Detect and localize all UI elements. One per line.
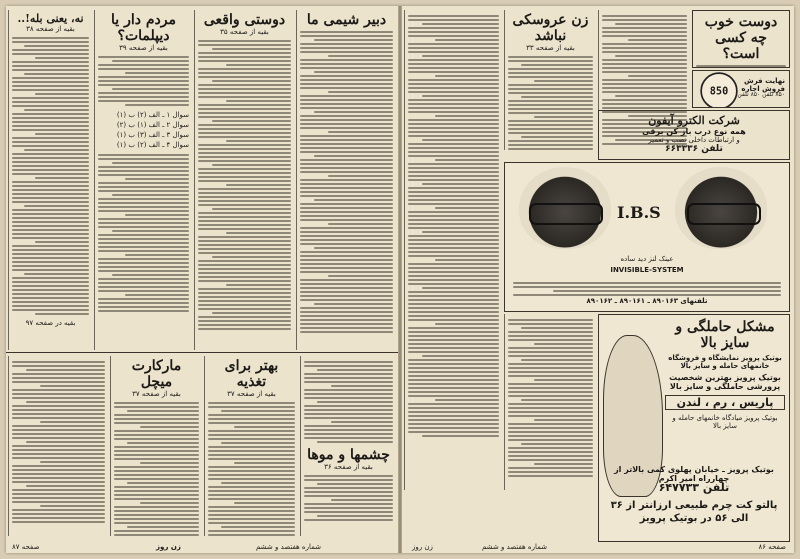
right-page	[402, 6, 794, 553]
ad-electro-iphone	[598, 110, 790, 160]
article-title: زن عروسکی نباشد	[512, 12, 589, 44]
body-text	[508, 56, 593, 150]
body-text	[408, 15, 499, 437]
ibs-system-name: INVISIBLE-SYSTEM	[610, 266, 684, 274]
column-ref: بقیه از صفحه ۳۸	[26, 25, 75, 33]
article-column-1	[404, 10, 502, 490]
article-column-3	[194, 10, 294, 350]
magazine-logo: زن روز	[412, 543, 433, 551]
body-text	[208, 402, 295, 536]
ad-line2: بوتیک پرویز بهترین شخصیت پرورشی حاملگی و سایز بالا	[669, 373, 781, 391]
body-text	[696, 65, 786, 68]
article-ref: بقیه از صفحه ۳۳	[526, 44, 575, 52]
column-title: نه، یعنی بله!..	[17, 12, 84, 25]
ad-pregnancy-boutique	[598, 314, 790, 542]
page-number: صفحه ۸۷	[12, 543, 40, 551]
ibs-logo: I.B.S	[617, 203, 661, 222]
ad-line3: بوتیک پرویز میادگاه خانمهای حامله و سایز بالا	[672, 414, 778, 430]
ibs-phones: تلفنهای ۸۹۰۱۶۳ ـ ۸۹۰۱۶۱ ـ ۸۹۰۱۶۲	[586, 297, 708, 305]
body-text	[12, 361, 105, 523]
ad-850-line2: ۸۵۰ تلفن ۸۵۰ تلفن	[737, 91, 785, 98]
quiz-item: سوال ۱ ـ الف (۲) ب (۱)	[116, 111, 189, 119]
ibs-body-text	[513, 280, 781, 298]
lower-column-3	[204, 356, 298, 536]
box-title: دوست خوب چه کسی است؟	[704, 14, 778, 62]
quiz-item: سوال ۳ ـ الف (۳) ب (۱)	[116, 131, 189, 139]
body-text	[98, 154, 189, 312]
ad-850-badge: 850	[700, 72, 737, 108]
friend-box	[692, 10, 790, 68]
magazine-spread	[6, 6, 794, 553]
body-text	[98, 56, 189, 106]
column-ref: بقیه از صفحه ۳۵	[220, 28, 269, 36]
glasses-icon	[687, 203, 761, 225]
section-title: چشمها و موها	[307, 447, 390, 463]
section-ref: بقیه از صفحه ۳۷	[227, 390, 276, 398]
ad-address: بوتیک پرویز ـ خیابان پهلوی کمی بالاتر از چهارراه امیر اکرم	[614, 465, 774, 483]
lower-column-4	[300, 356, 396, 536]
body-text	[508, 319, 593, 477]
ad-title: مشکل حاملگی و سایز بالا	[675, 319, 775, 351]
section-ref: بقیه از صفحه ۳۷	[132, 390, 181, 398]
body-text	[300, 31, 393, 333]
magazine-logo: زن روز	[156, 543, 181, 551]
column-title: مردم دار یا دیپلمات؟	[111, 12, 176, 44]
left-page	[6, 6, 398, 553]
issue-number: شماره هفتصد و ششم	[482, 543, 548, 551]
body-text	[304, 475, 393, 521]
ad-company-phone: تلفن ۶۶۳۳۳۶	[665, 144, 723, 154]
article-column-2	[94, 10, 192, 350]
lower-column-1	[8, 356, 108, 536]
page-number: صفحه ۸۶	[758, 543, 786, 551]
article-column-4	[296, 10, 396, 350]
ad-company-name: شرکت الکترو آیفون	[648, 114, 740, 127]
article-column-1	[8, 10, 92, 350]
ad-sale-text: پالتو کت چرم طبیعی ارزانتر از ۳۶ الی ۵۶ در بوتیک پرویز	[610, 500, 778, 524]
section-ref: بقیه از صفحه ۳۶	[324, 463, 373, 471]
section-title: مارکارت میچل	[131, 358, 182, 390]
quiz-item: سوال ۲ ـ الف (۱) ب (۲)	[116, 121, 189, 129]
quiz-list	[98, 110, 189, 150]
body-text	[198, 40, 291, 330]
ad-line1: بوتیک پرویز نمایشگاه و فروشگاه خانمهای حامله و سایز بالا	[668, 354, 782, 370]
section-divider	[6, 352, 398, 353]
wedding-article-continued	[504, 314, 596, 490]
continued-note: بقیه در صفحه ۹۷	[25, 319, 76, 327]
ad-ibs	[504, 162, 790, 312]
ibs-line1: عینک لنز دید ساده	[620, 255, 674, 263]
issue-number: شماره هفتصد و ششم	[256, 543, 322, 551]
ad-850	[692, 70, 790, 108]
ad-phone: تلفن ۶۴۷۷۳۳	[658, 481, 730, 494]
body-text	[114, 402, 199, 536]
ad-850-line1: نهایت فرش فروش اجاره	[741, 77, 785, 93]
body-text	[304, 361, 393, 443]
column-title: دبیر شیمی ما	[306, 12, 387, 28]
glasses-icon	[529, 203, 603, 225]
ad-company-line2: همه نوع درب باز کن برقی	[642, 127, 746, 136]
body-text	[12, 37, 89, 315]
column-title: دوستی واقعی	[203, 12, 286, 28]
quiz-item: سوال ۴ ـ الف (۲) ب (۱)	[116, 141, 189, 149]
section-title: بهتر برای تغذیه	[224, 358, 279, 390]
wedding-article	[504, 10, 596, 150]
column-ref: بقیه از صفحه ۳۹	[119, 44, 168, 52]
ad-company-line3: و ارتباطات داخلی نصب و تعمیر	[648, 136, 740, 144]
lower-column-2	[110, 356, 202, 536]
ad-cities: پاریس ، رم ، لندن	[665, 395, 785, 410]
